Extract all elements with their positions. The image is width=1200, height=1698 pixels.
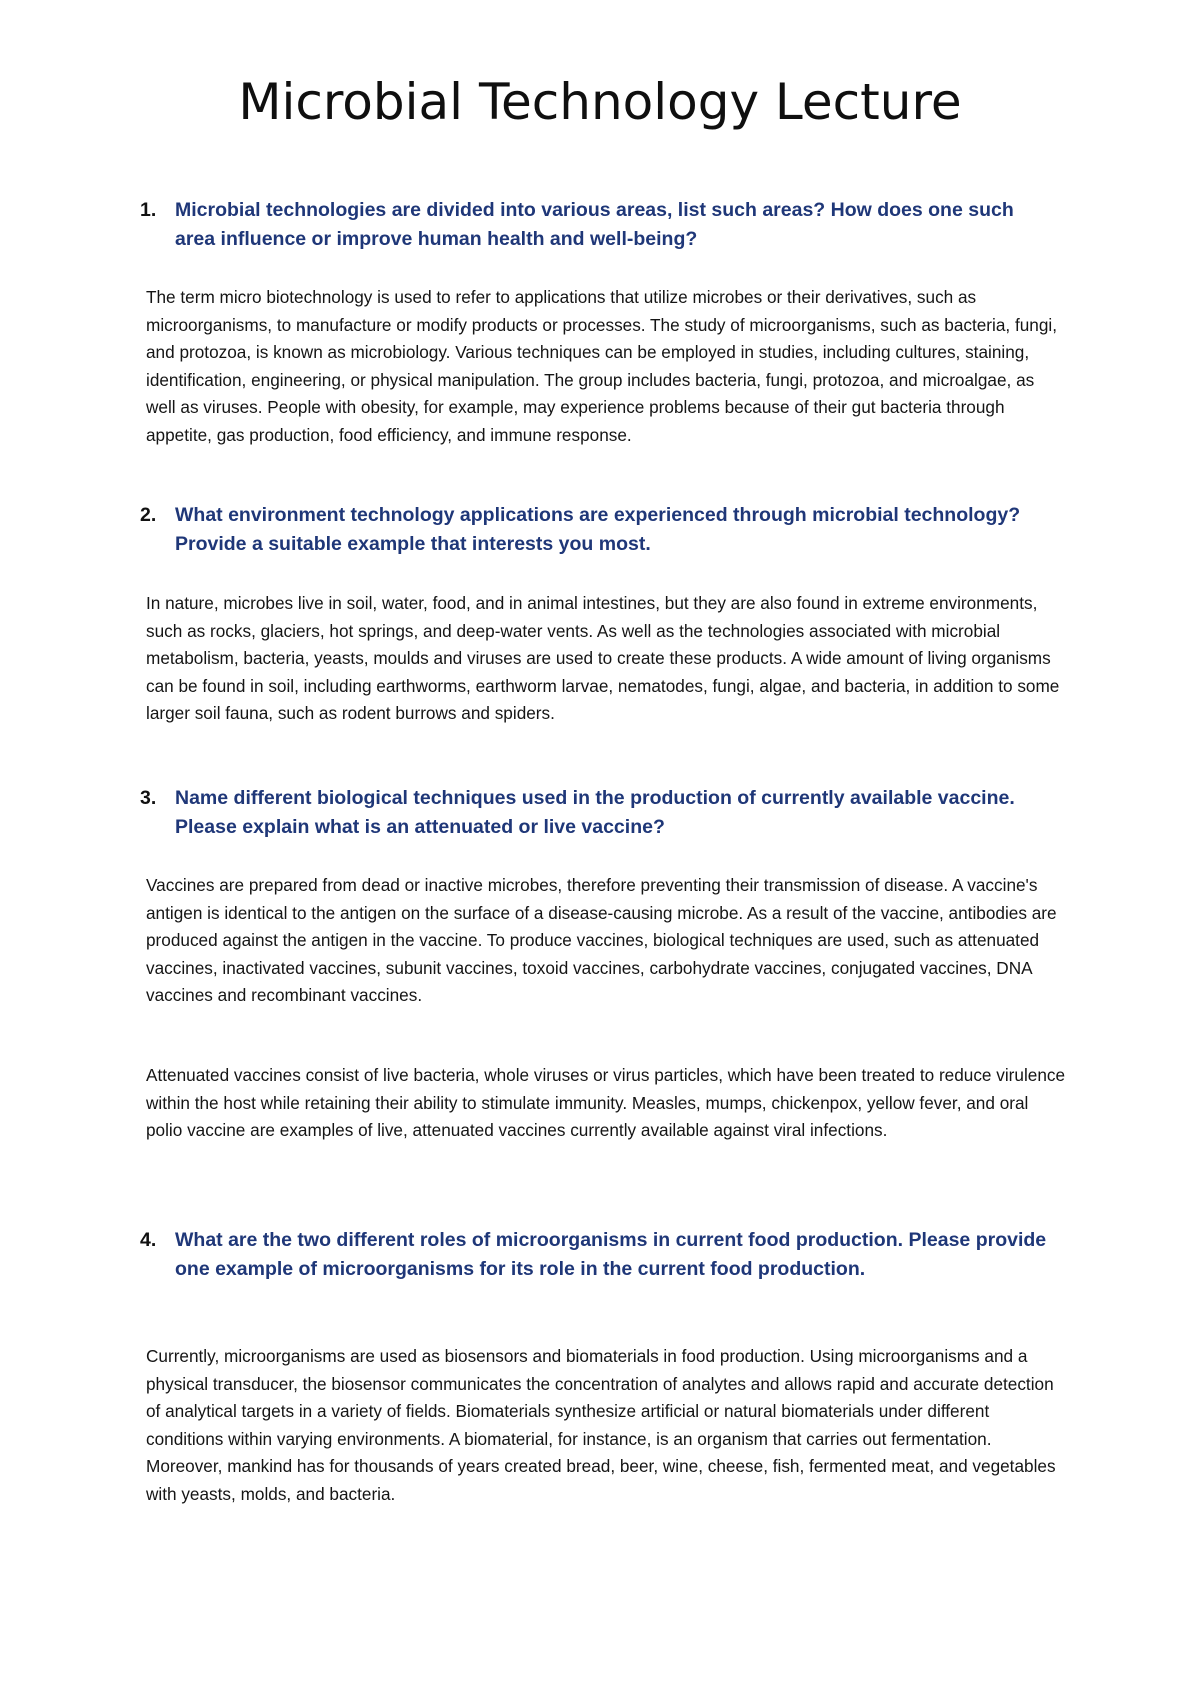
- answer-paragraph-3b: Attenuated vaccines consist of live bacteria, whole viruses or virus particles, which have been treated to reduce virulence within the host while retaining their ability to stimulate immunity. Measles, mumps, chickenpox, yellow fever, and oral polio vaccine are examples of live, attenuated vaccines currently available against viral infections.: [146, 1065, 1066, 1140]
- answer-paragraph-1: The term micro biotechnology is used to refer to applications that utilize microbes or their derivatives, such as microorganisms, to manufacture or modify products or processes. The study of microorganisms, such as bacteria, fungi, and protozoa, is known as microbiology. Various techniques can be employed in studies, including cultures, staining, identification, engineering, or physical manipulation. The group includes bacteria, fungi, protozoa, and microalgae, as well as viruses. People with obesity, for example, may experience problems because of their gut bacteria through appetite, gas production, food efficiency, and immune response.: [146, 287, 1058, 445]
- answer-paragraph-3: Vaccines are prepared from dead or inactive microbes, therefore preventing their transmission of disease. A vaccine's antigen is identical to the antigen on the surface of a disease-causing microbe. As a result of the vaccine, antibodies are produced against the antigen in the vaccine. To produce vaccines, biological techniques are used, such as attenuated vaccines, inactivated vaccines, subunit vaccines, toxoid vaccines, carbohydrate vaccines, conjugated vaccines, DNA vaccines and recombinant vaccines.: [146, 875, 1057, 1005]
- question-number: 4.: [140, 1229, 157, 1251]
- question-text: What environment technology applications are experienced through microbial technology? Provide a suitable example that interests you most.: [175, 504, 1021, 555]
- question-number: 1.: [140, 199, 157, 221]
- question-text: What are the two different roles of microorganisms in current food production. Please provide one example of microorganisms for its role in the current food production.: [175, 1229, 1047, 1280]
- question-number: 3.: [140, 787, 157, 809]
- question-3: [140, 784, 1055, 842]
- answer-paragraph-2: In nature, microbes live in soil, water, food, and in animal intestines, but they are also found in extreme environments, such as rocks, glaciers, hot springs, and deep-water vents. As well as the technologies associated with microbial metabolism, bacteria, yeasts, moulds and viruses are used to create these products. A wide amount of living organisms can be found in soil, including earthworms, earthworm larvae, nematodes, fungi, algae, and bacteria, in addition to some larger soil fauna, such as rodent burrows and spiders.: [146, 593, 1060, 723]
- question-1: [140, 196, 1055, 254]
- question-text: Name different biological techniques used in the production of currently available vaccine. Please explain what is an attenuated or live vaccine?: [175, 787, 1015, 838]
- question-text: Microbial technologies are divided into various areas, list such areas? How does one such area influence or improve human health and well-being?: [175, 199, 1014, 250]
- document-title: Microbial Technology Lecture: [238, 73, 962, 131]
- question-2: [140, 501, 1055, 559]
- answer-paragraph-4: Currently, microorganisms are used as biosensors and biomaterials in food production. Using microorganisms and a physical transducer, the biosensor communicates the concentration of analytes and allows rapid and accurate detection of analytical targets in a variety of fields. Biomaterials synthesize artificial or natural biomaterials under different conditions within varying environments. A biomaterial, for instance, is an organism that carries out fermentation. Moreover, mankind has for thousands of years created bread, beer, wine, cheese, fish, fermented meat, and vegetables with yeasts, molds, and bacteria.: [146, 1346, 1056, 1504]
- question-number: 2.: [140, 504, 157, 526]
- question-4: [140, 1226, 1055, 1284]
